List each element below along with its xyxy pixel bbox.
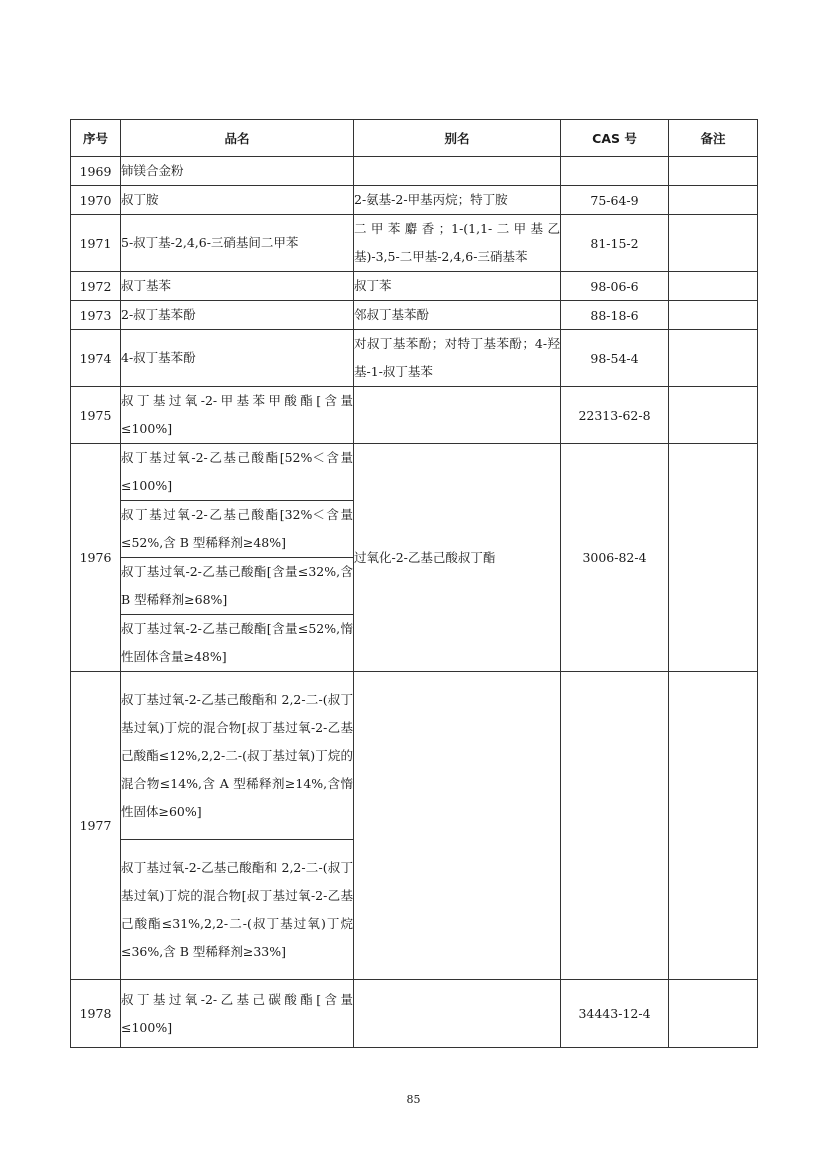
row-name: 叔丁基苯	[121, 272, 354, 301]
table-row	[71, 387, 758, 444]
row-no: 1978	[71, 980, 121, 1048]
row-name: 叔丁基过氧-2-乙基己酸酯[含量≤32%,含 B 型稀释剂≥68%]	[121, 558, 354, 615]
row-note	[669, 444, 758, 672]
row-no: 1970	[71, 186, 121, 215]
row-name: 铈镁合金粉	[121, 157, 354, 186]
row-cas: 98-06-6	[561, 272, 669, 301]
row-cas: 88-18-6	[561, 301, 669, 330]
row-alias: 二甲苯麝香；1-(1,1-二甲基乙基)-3,5-二甲基-2,4,6-三硝基苯	[354, 215, 561, 272]
row-note	[669, 215, 758, 272]
row-cas: 34443-12-4	[561, 980, 669, 1048]
row-no: 1971	[71, 215, 121, 272]
chemical-table	[70, 119, 758, 1048]
row-cas: 81-15-2	[561, 215, 669, 272]
row-name: 叔丁基过氧-2-乙基己酸酯和 2,2-二-(叔丁基过氧)丁烷的混合物[叔丁基过氧-2-乙基己酸酯≤12%,2,2-二-(叔丁基过氧)丁烷的混合物≤14%,含 A 型稀释剂≥14%,含惰性固体≥60%]	[121, 672, 354, 840]
row-cas: 98-54-4	[561, 330, 669, 387]
row-no: 1975	[71, 387, 121, 444]
row-name: 5-叔丁基-2,4,6-三硝基间二甲苯	[121, 215, 354, 272]
table-row	[71, 980, 758, 1048]
row-note	[669, 301, 758, 330]
row-cas	[561, 157, 669, 186]
table-row	[71, 157, 758, 186]
row-name: 叔丁胺	[121, 186, 354, 215]
row-alias	[354, 672, 561, 980]
table-row	[71, 215, 758, 272]
header-alias: 别名	[354, 120, 561, 157]
row-cas	[561, 672, 669, 980]
row-note	[669, 330, 758, 387]
table-row	[71, 330, 758, 387]
row-note	[669, 186, 758, 215]
table-row	[71, 444, 758, 501]
row-cas: 75-64-9	[561, 186, 669, 215]
row-name: 叔丁基过氧-2-乙基己酸酯[52%＜含量≤100%]	[121, 444, 354, 501]
row-cas: 3006-82-4	[561, 444, 669, 672]
row-no: 1969	[71, 157, 121, 186]
row-alias: 2-氨基-2-甲基丙烷；特丁胺	[354, 186, 561, 215]
row-name: 4-叔丁基苯酚	[121, 330, 354, 387]
table-row	[71, 301, 758, 330]
row-name: 叔丁基过氧-2-乙基己酸酯[含量≤52%,惰性固体含量≥48%]	[121, 615, 354, 672]
row-note	[669, 157, 758, 186]
page-number: 85	[406, 1093, 421, 1106]
row-name: 叔丁基过氧-2-乙基己酸酯和 2,2-二-(叔丁基过氧)丁烷的混合物[叔丁基过氧-2-乙基己酸酯≤31%,2,2-二-(叔丁基过氧)丁烷≤36%,含 B 型稀释剂≥33%]	[121, 840, 354, 980]
row-alias	[354, 157, 561, 186]
row-name: 叔丁基过氧-2-甲基苯甲酸酯[含量≤100%]	[121, 387, 354, 444]
row-alias: 过氧化-2-乙基己酸叔丁酯	[354, 444, 561, 672]
table-row	[71, 672, 758, 840]
table-row	[71, 186, 758, 215]
table-row	[71, 272, 758, 301]
row-note	[669, 672, 758, 980]
header-cas: CAS 号	[561, 120, 669, 157]
row-name: 叔丁基过氧-2-乙基己碳酸酯[含量≤100%]	[121, 980, 354, 1048]
row-name: 叔丁基过氧-2-乙基己酸酯[32%＜含量≤52%,含 B 型稀释剂≥48%]	[121, 501, 354, 558]
row-no: 1976	[71, 444, 121, 672]
row-no: 1973	[71, 301, 121, 330]
row-alias	[354, 980, 561, 1048]
row-alias: 邻叔丁基苯酚	[354, 301, 561, 330]
row-no: 1972	[71, 272, 121, 301]
row-name: 2-叔丁基苯酚	[121, 301, 354, 330]
header-name: 品名	[121, 120, 354, 157]
row-alias: 对叔丁基苯酚；对特丁基苯酚；4-羟基-1-叔丁基苯	[354, 330, 561, 387]
row-note	[669, 272, 758, 301]
row-note	[669, 980, 758, 1048]
row-alias: 叔丁苯	[354, 272, 561, 301]
row-cas: 22313-62-8	[561, 387, 669, 444]
row-note	[669, 387, 758, 444]
row-alias	[354, 387, 561, 444]
table-header-row	[71, 120, 758, 157]
header-note: 备注	[669, 120, 758, 157]
row-no: 1977	[71, 672, 121, 980]
header-no: 序号	[71, 120, 121, 157]
row-no: 1974	[71, 330, 121, 387]
